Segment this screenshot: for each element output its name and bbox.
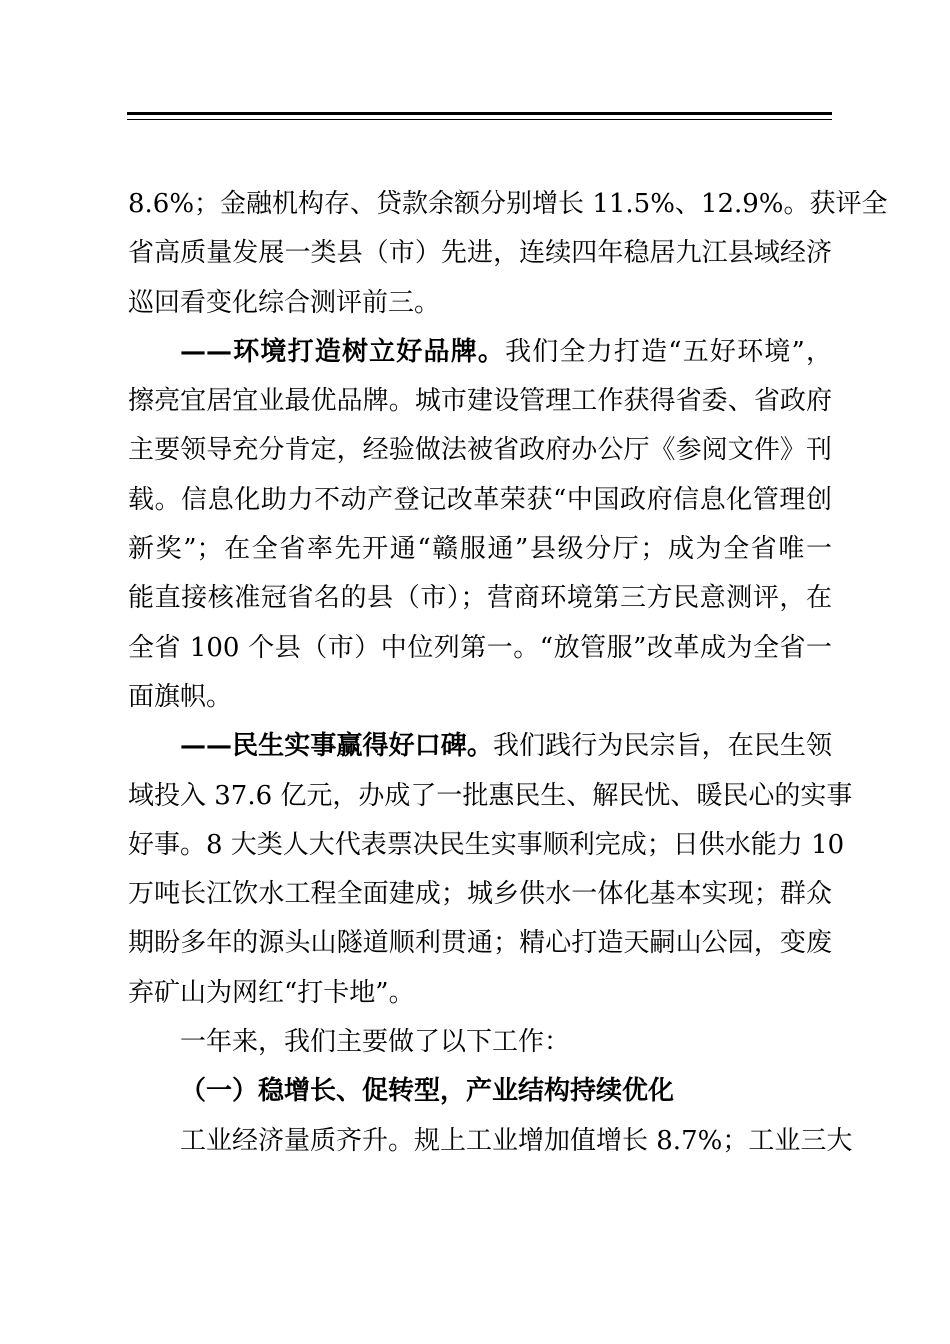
inline-heading-livelihood: ——民生实事赢得好口碑。 xyxy=(180,731,493,762)
paragraph-line: 载。信息化助力不动产登记改革荣获“中国政府信息化管理创 xyxy=(128,484,832,515)
paragraph-line-summary: 一年来，我们主要做了以下工作： xyxy=(180,1027,571,1058)
paragraph-line: 万吨长江饮水工程全面建成；城乡供水一体化基本实现；群众 xyxy=(128,879,832,910)
paragraph-text: 我们践行为民宗旨，在民生领 xyxy=(492,731,832,762)
paragraph-line: 域投入 37.6 亿元，办成了一批惠民生、解民忧、暖民心的实事 xyxy=(128,780,853,811)
paragraph-line: 期盼多年的源头山隧道顺利贯通；精心打造天嗣山公园，变废 xyxy=(128,928,832,959)
paragraph-line: 巡回看变化综合测评前三。 xyxy=(128,287,441,318)
paragraph-line: 好事。8 大类人大代表票决民生实事顺利完成；日供水能力 10 xyxy=(128,829,845,860)
paragraph-line: 面旗帜。 xyxy=(128,681,233,712)
paragraph-line: 省高质量发展一类县（市）先进，连续四年稳居九江县域经济 xyxy=(128,238,832,269)
section-heading: （一）稳增长、促转型，产业结构持续优化 xyxy=(180,1076,675,1107)
paragraph-line: 擦亮宜居宜业最优品牌。城市建设管理工作获得省委、省政府 xyxy=(128,386,832,417)
paragraph-line-livelihood xyxy=(128,722,832,771)
paragraph-line: 全省 100 个县（市）中位列第一。“放管服”改革成为全省一 xyxy=(128,632,832,663)
paragraph-line: 8.6%；金融机构存、贷款余额分别增长 11.5%、12.9%。获评全 xyxy=(128,189,888,219)
document-body xyxy=(128,180,888,1166)
inline-heading-environment: ——环境打造树立好品牌。 xyxy=(180,336,506,367)
header-rule-thick xyxy=(127,112,832,115)
paragraph-line: 新奖”；在全省率先开通“赣服通”县级分厅；成为全省唯一 xyxy=(128,534,832,565)
paragraph-line: 能直接核准冠省名的县（市）；营商环境第三方民意测评，在 xyxy=(128,583,832,614)
paragraph-line: 工业经济量质齐升。规上工业增加值增长 8.7%；工业三大 xyxy=(180,1125,853,1156)
paragraph-line: 主要领导充分肯定，经验做法被省政府办公厅《参阅文件》刊 xyxy=(128,435,832,466)
paragraph-line: 弃矿山为网红“打卡地”。 xyxy=(128,977,415,1008)
paragraph-text: 我们全力打造“五好环境”， xyxy=(505,336,832,367)
paragraph-line-environment xyxy=(128,328,832,377)
header-rule-thin xyxy=(127,119,832,120)
